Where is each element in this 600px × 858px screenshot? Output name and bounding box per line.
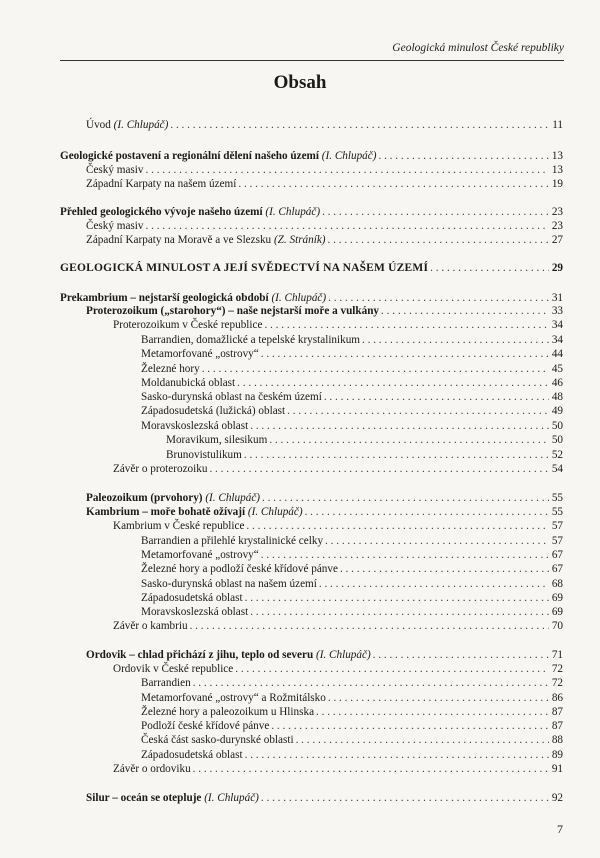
page-title: Obsah xyxy=(273,72,327,93)
toc-entry: Paleozoikum (prvohory) (I. Chlupáč) . . . 55 xyxy=(86,492,563,505)
toc-entry: Kambrium – moře bohatě ožívají (I. Chlupáč) . . . 55 xyxy=(86,506,563,519)
toc-entry: Český masiv . . . 13 xyxy=(86,164,563,177)
toc-entry: Sasko-durynská oblast na českém území . . . 48 xyxy=(141,391,563,404)
toc-entry: Metamorfované „ostrovy“ a Rožmitálsko . . . 86 xyxy=(141,692,563,705)
toc-entry: Západosudetská oblast . . . 69 xyxy=(141,592,563,605)
page-number: 7 xyxy=(557,822,563,836)
toc-entry: Závěr o kambriu . . . 70 xyxy=(113,620,563,633)
toc-entry: Západosudetská (lužická) oblast . . . 49 xyxy=(141,405,563,418)
toc-entry: Metamorfované „ostrovy“ . . . 44 xyxy=(141,348,563,361)
toc-entry: Moravikum, silesikum . . . 50 xyxy=(166,434,563,447)
toc-entry: Sasko-durynská oblast na našem území . . . 68 xyxy=(141,578,563,591)
toc-entry: Česká část sasko-durynské oblasti . . . 88 xyxy=(141,734,563,747)
toc-entry: Západosudetská oblast . . . 89 xyxy=(141,749,563,762)
toc-entry: Moravskoslezská oblast . . . 69 xyxy=(141,606,563,619)
toc-entry: Brunovistulikum . . . 52 xyxy=(166,449,563,462)
toc-entry: Železné hory . . . 45 xyxy=(141,363,563,376)
toc-entry: Geologické postavení a regionální dělení našeho území (I. Chlupáč) . . . 13 xyxy=(60,150,563,163)
toc-entry: Proterozoikum v České republice . . . 34 xyxy=(113,319,563,332)
toc-entry: Železné hory a paleozoikum u Hlinska . . . 87 xyxy=(141,706,563,719)
toc-entry: Podloží české křídové pánve . . . 87 xyxy=(141,720,563,733)
toc-entry: Závěr o proterozoiku . . . 54 xyxy=(113,463,563,476)
toc-entry: Přehled geologického vývoje našeho území (I. Chlupáč) . . . 23 xyxy=(60,206,563,219)
toc-entry: Západní Karpaty na našem území . . . 19 xyxy=(86,178,563,191)
toc-entry: Ordovik v České republice . . . 72 xyxy=(113,663,563,676)
toc-entry: Barrandien . . . 72 xyxy=(141,677,563,690)
toc-entry: Barrandien, domažlické a tepelské krystalinikum . . . 34 xyxy=(141,334,563,347)
toc-entry: Proterozoikum („starohory“) – naše nejstarší moře a vulkány . . . 33 xyxy=(86,305,563,318)
toc-entry: Západní Karpaty na Moravě a ve Slezsku (Z. Stráník) . . . 27 xyxy=(86,234,563,247)
toc-entry-section: GEOLOGICKÁ MINULOST A JEJÍ SVĚDECTVÍ NA NAŠEM ÚZEMÍ . . . 29 xyxy=(60,262,563,275)
toc-entry: Moldanubická oblast . . . 46 xyxy=(141,377,563,390)
toc-entry: Barrandien a přilehlé krystalinické celky . . . 57 xyxy=(141,535,563,548)
toc-entry: Moravskoslezská oblast . . . 50 xyxy=(141,420,563,433)
toc-entry: Prekambrium – nejstarší geologická období (I. Chlupáč) . . . 31 xyxy=(60,292,563,305)
toc-entry: Český masiv . . . 23 xyxy=(86,220,563,233)
running-head: Geologická minulost České republiky xyxy=(392,42,564,54)
toc-entry: Metamorfované „ostrovy“ . . . 67 xyxy=(141,549,563,562)
toc-entry: Silur – oceán se otepluje (I. Chlupáč) . . . 92 xyxy=(86,792,563,805)
toc-entry: Závěr o ordoviku . . . 91 xyxy=(113,763,563,776)
toc-entry: Ordovik – chlad přichází z jihu, teplo od severu (I. Chlupáč) . . . 71 xyxy=(86,649,563,662)
toc-entry: Kambrium v České republice . . . 57 xyxy=(113,520,563,533)
toc-entry: Železné hory a podloží české křídové pánve . . . 67 xyxy=(141,563,563,576)
toc-entry: Úvod (I. Chlupáč) . . . 11 xyxy=(86,119,563,132)
